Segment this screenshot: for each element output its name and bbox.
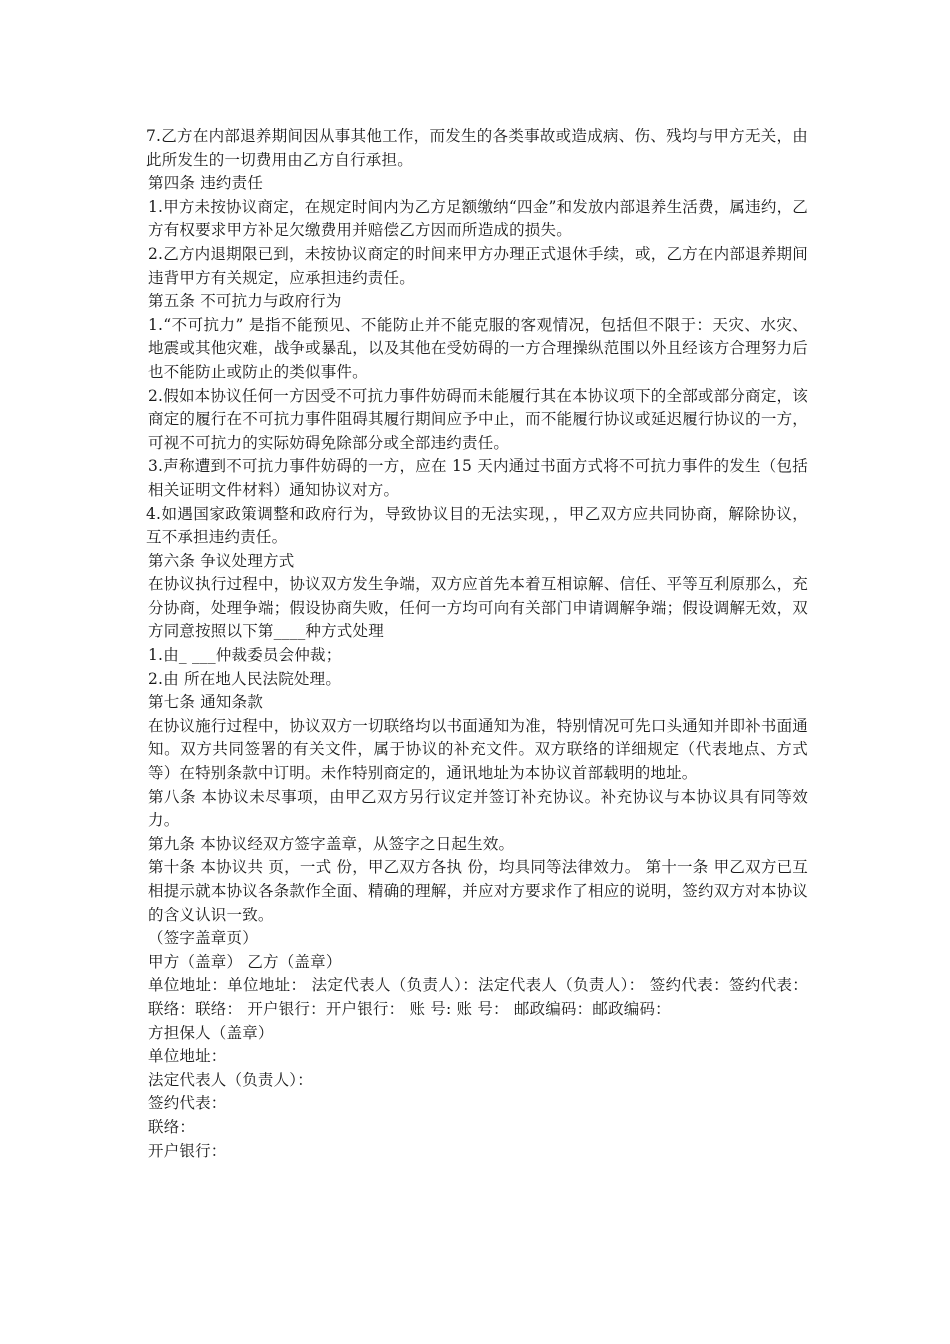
signature-page-label: （签字盖章页） [148,929,258,948]
article-6-option-1: 1.由_ ___仲裁委员会仲裁； [148,646,342,665]
article-4-item-1: 1.甲方未按协议商定，在规定时间内为乙方足额缴纳“四金”和发放内部退养生活费，属违约，乙方有权要求甲方补足欠缴费用并赔偿乙方因而所造成的损失。 [148,197,808,240]
guarantor-address: 单位地址： [148,1047,227,1066]
article-5-item-3: 3.声称遭到不可抗力事件妨碍的一方，应在 15 天内通过书面方式将不可抗力事件的发生（包括相关证明文件材料）通知协议对方。 [148,457,808,499]
article-5-item-1: 1.“不可抗力” 是指不能预见、不能防止并不能克服的客观情况，包括但不限于：天灾、水灾、地震或其他灾难，战争或暴乱，以及其他在受妨碍的一方合理操纵范围以外且经该方合理努力后也不能防止或防止的类似事件。 [148,315,808,381]
article-4-heading: 第四条 违约责任 [148,174,264,193]
article-9: 第九条 本协议经双方签字盖章，从签字之日起生效。 [148,834,515,853]
guarantor-legal-rep: 法定代表人（负责人）： [148,1070,313,1089]
article-5-item-4: 4.如遇国家政策调整和政府行为，导致协议目的无法实现，，甲乙双方应共同协商，解除协议，互不承担违约责任。 [146,504,808,547]
article-7-heading: 第七条 通知条款 [148,693,264,712]
guarantor-bank: 开户银行： [148,1141,227,1160]
guarantor-heading: 方担保人（盖章） [148,1023,274,1042]
article-8: 第八条 本协议未尽事项，由甲乙双方另行议定并签订补充协议。补充协议与本协议具有同等效力。 [148,787,808,830]
article-6-option-2: 2.由 所在地人民法院处理。 [148,669,342,688]
guarantor-contact: 联络： [148,1117,196,1136]
party-details-block: 单位地址：单位地址： 法定代表人（负责人）：法定代表人（负责人）： 签约代表：签约代表： 联络：联络： 开户银行：开户银行： 账 号: 账 号： 邮政编码：邮政编码： [148,976,808,1018]
article-5-heading: 第五条 不可抗力与政府行为 [148,292,342,311]
article-6-body: 在协议执行过程中，协议双方发生争端，双方应首先本着互相谅解、信任、平等互利原那么，充分协商，处理争端；假设协商失败，任何一方均可向有关部门申请调解争端；假设调解无效，双方同意按照以下第____种方式处理 [148,575,808,641]
article-7-body: 在协议施行过程中，协议双方一切联络均以书面通知为准，特别情况可先口头通知并即补书面通知。双方共同签署的有关文件，属于协议的补充文件。双方联络的详细规定（代表地点、方式等）在特别条款中订明。未作特别商定的，通讯地址为本协议首部载明的地址。 [148,716,808,783]
clause-3-item-7: 7.乙方在内部退养期间因从事其他工作，而发生的各类事故或造成病、伤、残均与甲方无关，由此所发生的一切费用由乙方自行承担。 [146,127,808,169]
article-5-item-2: 2.假如本协议任何一方因受不可抗力事件妨碍而未能履行其在本协议项下的全部或部分商定，该商定的履行在不可抗力事件阻碍其履行期间应予中止，而不能履行协议或延迟履行协议的一方，可视不可抗力的实际妨碍免除部分或全部违约责任。 [148,386,808,452]
guarantor-signing-rep: 签约代表： [148,1094,227,1113]
document-body [146,125,808,1163]
party-seal-line: 甲方（盖章） 乙方（盖章） [148,952,342,971]
article-6-heading: 第六条 争议处理方式 [148,551,295,570]
article-10-11: 第十条 本协议共 页，一式 份，甲乙双方各执 份，均具同等法律效力。 第十一条 甲乙双方已互相提示就本协议各条款作全面、精确的理解，并应对方要求作了相应的说明，签约双方对本协议的含义认识一致。 [148,858,808,924]
article-4-item-2: 2.乙方内退期限已到，未按协议商定的时间来甲方办理正式退休手续，或，乙方在内部退养期间违背甲方有关规定，应承担违约责任。 [148,244,808,287]
